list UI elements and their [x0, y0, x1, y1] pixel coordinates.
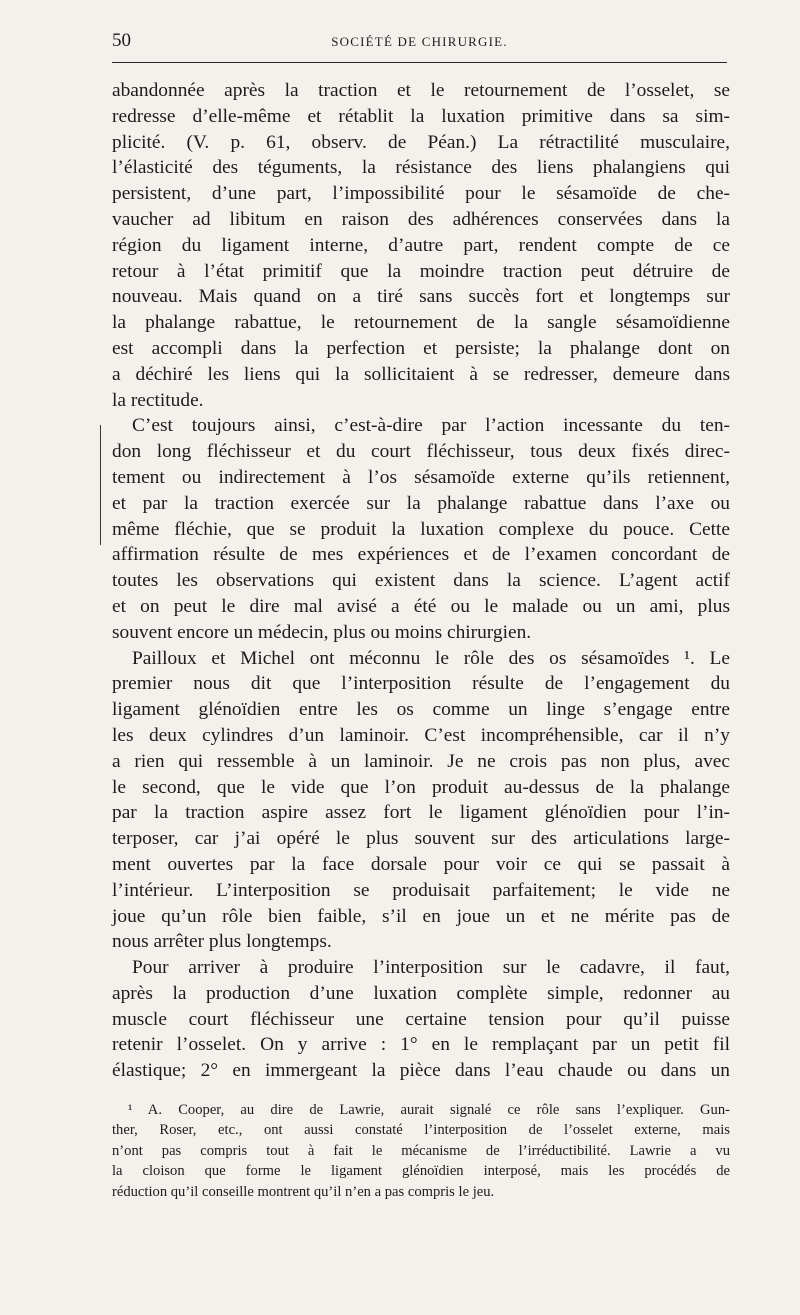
- text-line: est accompli dans la perfection et persiste; la phalange dont on: [112, 337, 730, 359]
- page-header: [112, 30, 727, 56]
- text-line: nouveau. Mais quand on a tiré sans succès fort et longtemps sur: [112, 286, 730, 308]
- body-text: [112, 78, 730, 1084]
- text-line: muscle court fléchisseur une certaine tension pour qu’il puisse: [112, 1008, 730, 1030]
- text-line: Pailloux et Michel ont méconnu le rôle des os sésamoïdes ¹. Le: [132, 647, 730, 669]
- text-line: retour à l’état primitif que la moindre traction peut détruire de: [112, 260, 730, 282]
- text-line: a rien qui ressemble à un laminoir. Je ne crois pas non plus, avec: [112, 750, 730, 772]
- text-line: tement ou indirectement à l’os sésamoïde externe qu’ils retiennent,: [112, 466, 730, 488]
- text-line: redresse d’elle-même et rétablit la luxation primitive dans sa sim-: [112, 105, 730, 127]
- text-line: après la production d’une luxation complète simple, redonner au: [112, 982, 730, 1004]
- footnote-line: la cloison que forme le ligament glénoïdien interposé, mais les procédés de: [112, 1163, 730, 1180]
- text-line: souvent encore un médecin, plus ou moins chirurgien.: [112, 621, 532, 643]
- text-line: l’élasticité des téguments, la résistance des liens phalangiens qui: [112, 157, 730, 179]
- text-line: et on peut le dire mal avisé a été ou le malade ou un ami, plus: [112, 595, 730, 617]
- text-line: même fléchie, que se produit la luxation complexe du pouce. Cette: [112, 518, 730, 540]
- text-line: don long fléchisseur et du court fléchisseur, tous deux fixés direc-: [112, 441, 730, 463]
- text-line: l’intérieur. L’interposition se produisait parfaitement; le vide ne: [112, 879, 730, 901]
- text-line: le second, que le vide que l’on produit au-dessus de la phalange: [112, 776, 730, 798]
- text-line: Pour arriver à produire l’interposition sur le cadavre, il faut,: [132, 957, 730, 979]
- text-line: persistent, d’une part, l’impossibilité pour le sésamoïde de che-: [112, 183, 730, 205]
- text-line: terposer, car j’ai opéré le plus souvent sur des articulations large-: [112, 828, 730, 850]
- footnote-line: n’ont pas compris tout à fait le mécanisme de l’irréductibilité. Lawrie a vu: [112, 1142, 730, 1159]
- text-line: abandonnée après la traction et le retournement de l’osselet, se: [112, 80, 730, 101]
- text-line: premier nous dit que l’interposition résulte de l’engagement du: [112, 673, 730, 695]
- header-rule: [112, 62, 727, 63]
- text-line: région du ligament interne, d’autre part, rendent compte de ce: [112, 234, 730, 256]
- text-line: affirmation résulte de mes expériences et de l’examen concordant de: [112, 544, 730, 566]
- margin-mark: [100, 425, 101, 545]
- text-line: par la traction aspire assez fort le ligament glénoïdien pour l’in-: [112, 802, 730, 824]
- text-line: a déchiré les liens qui la sollicitaient à se redresser, demeure dans: [112, 363, 730, 385]
- text-line: la rectitude.: [112, 389, 204, 411]
- page-number: 50: [112, 30, 131, 51]
- text-line: et par la traction exercée sur la phalange rabattue dans l’axe ou: [112, 492, 730, 514]
- text-line: toutes les observations qui existent dans la science. L’agent actif: [112, 570, 730, 592]
- footnotes: [112, 1100, 730, 1202]
- text-line: plicité. (V. p. 61, observ. de Péan.) La rétractilité musculaire,: [112, 131, 730, 153]
- footnote-line: réduction qu’il conseille montrent qu’il n’en a pas compris le jeu.: [112, 1183, 495, 1200]
- text-line: la phalange rabattue, le retournement de la sangle sésamoïdienne: [112, 312, 730, 334]
- text-line: retenir l’osselet. On y arrive : 1° en le remplaçant par un petit fil: [112, 1034, 730, 1056]
- text-line: ment ouvertes par la face dorsale pour voir ce qui se passait à: [112, 853, 730, 875]
- running-head: SOCIÉTÉ DE CHIRURGIE.: [331, 34, 508, 49]
- text-line: nous arrêter plus longtemps.: [112, 931, 332, 953]
- text-line: les deux cylindres d’un laminoir. C’est incompréhensible, car il n’y: [112, 724, 730, 746]
- text-line: joue qu’un rôle bien faible, s’il en joue un et ne mérite pas de: [112, 905, 730, 927]
- text-line: C’est toujours ainsi, c’est-à-dire par l’action incessante du ten-: [132, 415, 730, 437]
- text-line: élastique; 2° en immergeant la pièce dans l’eau chaude ou dans un: [112, 1060, 730, 1082]
- footnote-line: ther, Roser, etc., ont aussi constaté l’interposition de l’osselet externe, mais: [112, 1122, 730, 1139]
- text-line: ligament glénoïdien entre les os comme un linge s’engage entre: [112, 699, 730, 721]
- text-line: vaucher ad libitum en raison des adhérences conservées dans la: [112, 208, 730, 230]
- footnote-line: ¹ A. Cooper, au dire de Lawrie, aurait signalé ce rôle sans l’expliquer. Gun-: [128, 1102, 730, 1118]
